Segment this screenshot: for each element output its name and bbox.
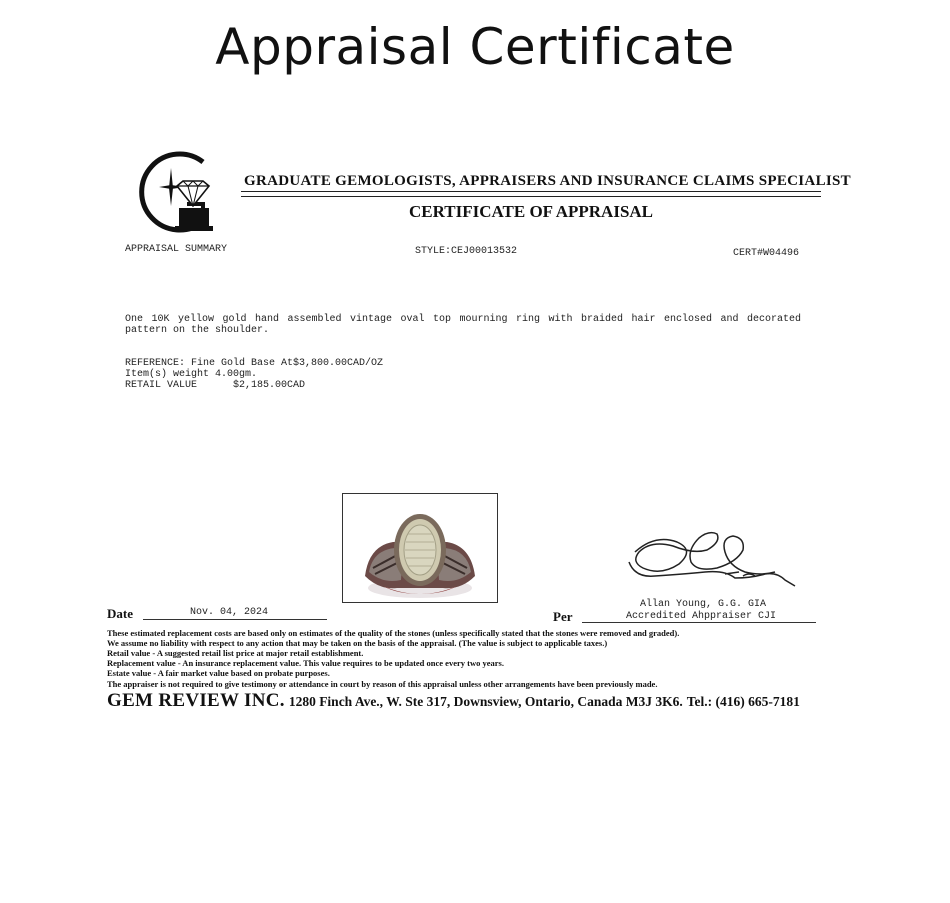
reference-line: REFERENCE: Fine Gold Base At$3,800.00CAD/OZ <box>125 358 384 369</box>
per-label: Per <box>553 609 573 624</box>
cert-number: CERT#W04496 <box>733 248 800 259</box>
ring-photo <box>342 493 498 603</box>
company-name: GRADUATE GEMOLOGISTS, APPRAISERS AND INSURANCE CLAIMS SPECIALIST <box>244 173 851 189</box>
gem-diamond-logo-icon <box>133 148 217 236</box>
retail-value-label: RETAIL VALUE <box>125 380 198 391</box>
disclaimer-line: These estimated replacement costs are based only on estimates of the quality of the stones (unless specifically stated that the stones were removed and graded). <box>107 628 680 638</box>
appraiser-signature <box>625 528 800 592</box>
retail-value: $2,185.00CAD <box>233 380 306 391</box>
header-rule-bottom <box>241 196 821 197</box>
item-description: One 10K yellow gold hand assembled vintage oval top mourning ring with braided hair enclosed and decorated pattern on the shoulder. <box>125 314 801 336</box>
disclaimer-line: We assume no liability with respect to any action that may be taken on the basis of the appraisal. (The value is subject to applicable taxes.) <box>107 638 608 648</box>
date-line <box>143 619 327 620</box>
disclaimer-line: Retail value - A suggested retail list price at major retail establishment. <box>107 648 364 658</box>
style-number: STYLE:CEJ00013532 <box>415 246 518 257</box>
footer-address: 1280 Finch Ave., W. Ste 317, Downsview, Ontario, Canada M3J 3K6. <box>288 694 683 709</box>
appraisal-summary-label: APPRAISAL SUMMARY <box>125 244 228 255</box>
date-label: Date <box>107 606 133 621</box>
disclaimer-line: Replacement value - An insurance replacement value. This value requires to be updated once every two years. <box>107 658 504 668</box>
ring-icon <box>343 494 497 602</box>
appraiser-name: Allan Young, G.G. GIA <box>640 599 767 610</box>
date-value: Nov. 04, 2024 <box>190 607 269 618</box>
certificate-title: CERTIFICATE OF APPRAISAL <box>408 202 654 221</box>
disclaimer-line: Estate value - A fair market value based on probate purposes. <box>107 668 330 678</box>
weight-line: Item(s) weight 4.00gm. <box>125 369 258 380</box>
footer-company-name: GEM REVIEW INC. <box>107 690 285 711</box>
header-rule-top <box>241 191 821 192</box>
disclaimer-line: The appraiser is not required to give testimony or attendance in court by reason of this appraisal unless other arrangements have been previously made. <box>107 679 658 689</box>
footer-phone: Tel.: (416) 665-7181 <box>686 694 800 709</box>
per-line <box>582 622 816 623</box>
page-title: Appraisal Certificate <box>215 18 735 76</box>
appraiser-title: Accredited Ahppraiser CJI <box>626 611 777 622</box>
footer-company-line <box>107 690 800 712</box>
